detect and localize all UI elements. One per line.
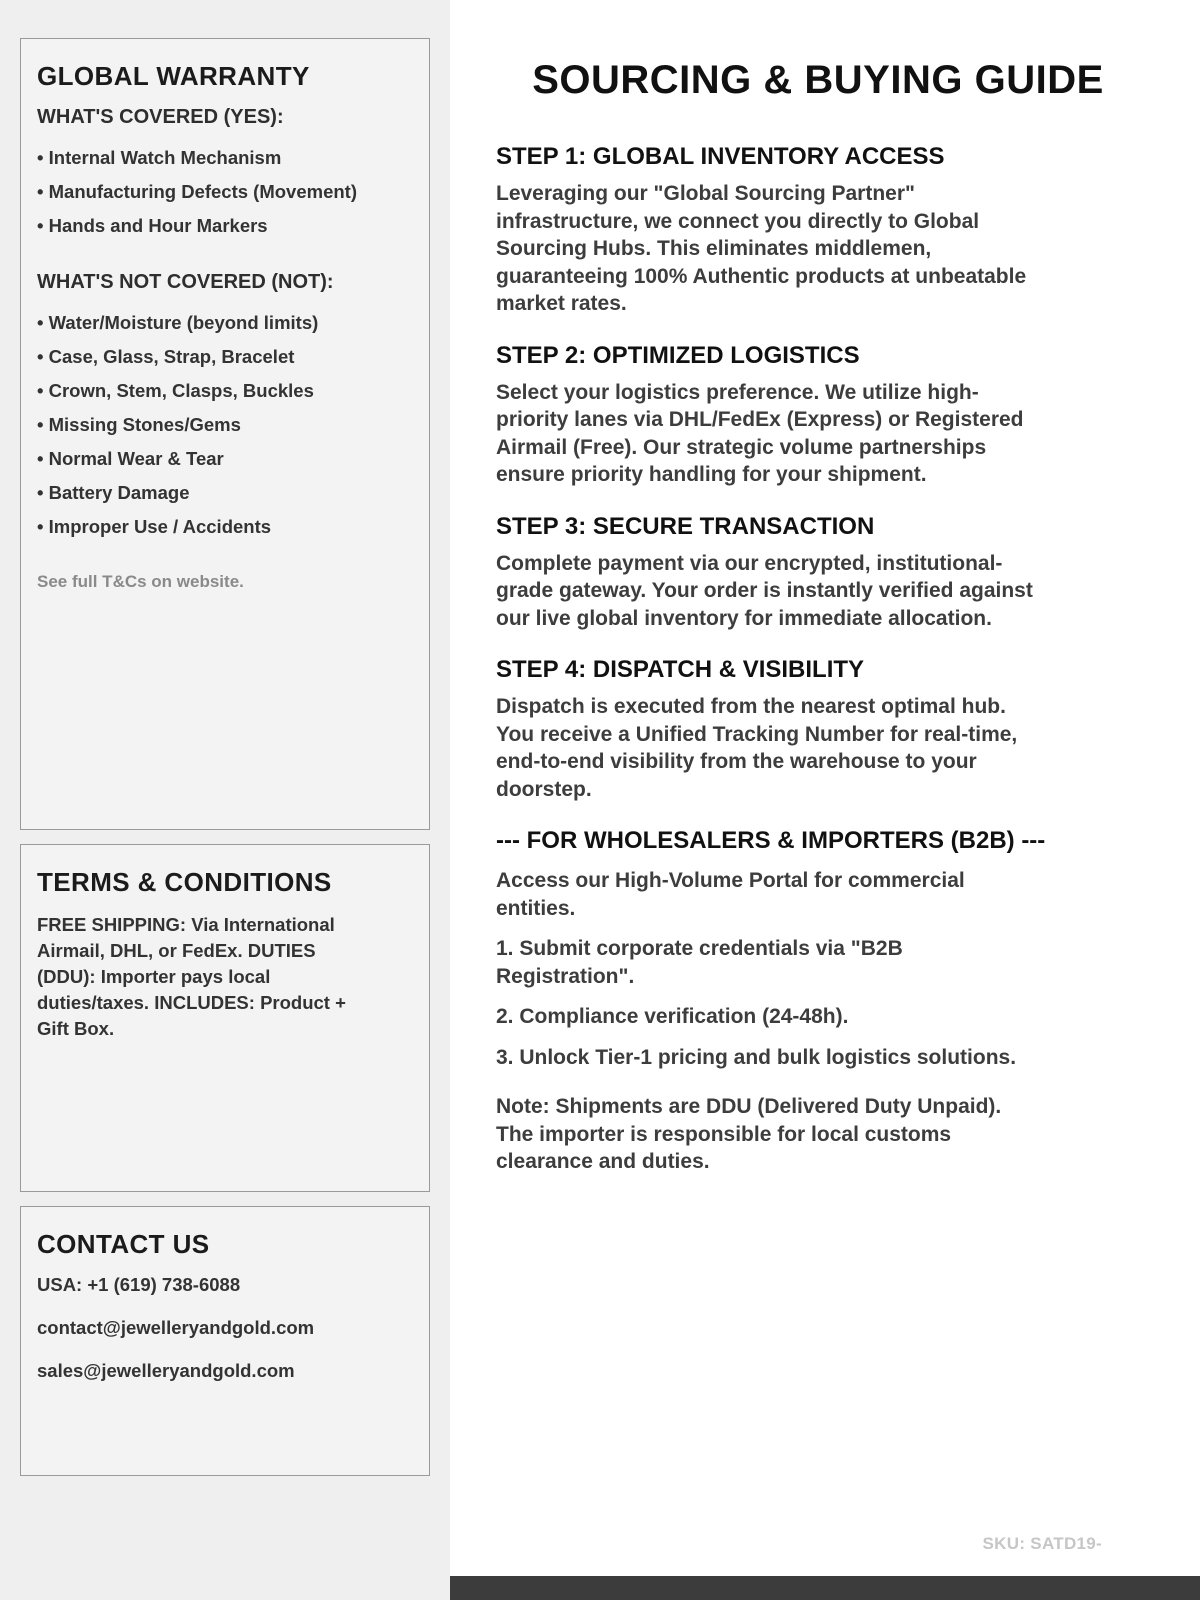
list-item: • Battery Damage [37, 476, 413, 510]
step-2-heading: STEP 2: OPTIMIZED LOGISTICS [496, 341, 860, 369]
list-item: • Normal Wear & Tear [37, 442, 413, 476]
step-4-heading: STEP 4: DISPATCH & VISIBILITY [496, 656, 865, 683]
b2b-note: Note: Shipments are DDU (Delivered Duty Unpaid). The importer is responsible for local customs clearance and duties. [496, 1095, 1002, 1173]
step-3-body: Complete payment via our encrypted, institutional-grade gateway. Your order is instantly verified against our live global inventory for immediate allocation. [496, 551, 1033, 630]
list-item: • Improper Use / Accidents [37, 510, 413, 544]
b2b-intro: Access our High-Volume Portal for commercial entities. [496, 869, 965, 920]
terms-body: FREE SHIPPING: Via International Airmail, DHL, or FedEx. DUTIES (DDU): Importer pays local duties/taxes. INCLUDES: Product + Gift Box. [37, 914, 346, 1039]
list-item: • Internal Watch Mechanism [37, 141, 413, 175]
warranty-title: GLOBAL WARRANTY [37, 61, 310, 91]
warranty-footnote: See full T&Cs on website. [37, 572, 244, 591]
contact-title: CONTACT US [37, 1229, 210, 1259]
step-4-body: Dispatch is executed from the nearest optimal hub. You receive a Unified Tracking Number for real-time, end-to-end visibility from the warehouse to your doorstep. [496, 695, 1018, 801]
warranty-not-covered-title: WHAT'S NOT COVERED (NOT): [37, 271, 334, 293]
b2b-section [496, 827, 1140, 1176]
contact-phone: USA: +1 (619) 738-6088 [37, 1274, 241, 1295]
terms-panel [20, 844, 430, 1192]
list-item: • Hands and Hour Markers [37, 209, 413, 243]
step-1-section [496, 143, 1140, 318]
warranty-covered-title: WHAT'S COVERED (YES): [37, 106, 284, 128]
page-title: SOURCING & BUYING GUIDE [532, 58, 1104, 102]
step-4-section [496, 656, 1140, 803]
sourcing-guide-main [450, 0, 1200, 1600]
contact-email-primary: contact@jewelleryandgold.com [37, 1317, 315, 1338]
list-item: • Case, Glass, Strap, Bracelet [37, 340, 413, 374]
footer-bar [450, 1576, 1200, 1600]
terms-title: TERMS & CONDITIONS [37, 867, 332, 897]
list-item: • Water/Moisture (beyond limits) [37, 306, 413, 340]
step-2-body: Select your logistics preference. We utilize high-priority lanes via DHL/FedEx (Express) or Registered Airmail (Free). Our strategic volume partnerships ensure priority handling for your shipment. [496, 380, 1024, 486]
list-item: • Missing Stones/Gems [37, 408, 413, 442]
step-1-body: Leveraging our "Global Sourcing Partner" infrastructure, we connect you directly to Global Sourcing Hubs. This eliminates middlemen, guaranteeing 100% Authentic products at unbeatable market rates. [496, 182, 1027, 315]
step-2-section [496, 342, 1140, 489]
warranty-panel [20, 38, 430, 830]
b2b-item-1: 1. Submit corporate credentials via "B2B Registration". [496, 937, 903, 988]
b2b-item-3: 3. Unlock Tier-1 pricing and bulk logistics solutions. [496, 1045, 1017, 1069]
step-3-section [496, 513, 1140, 633]
warranty-covered-list [37, 141, 413, 243]
info-sidebar [0, 0, 450, 1600]
sku-label: SKU: SATD19- [982, 1534, 1102, 1553]
b2b-heading: --- FOR WHOLESALERS & IMPORTERS (B2B) --- [496, 827, 1046, 854]
list-item: • Manufacturing Defects (Movement) [37, 175, 413, 209]
list-item: • Crown, Stem, Clasps, Buckles [37, 374, 413, 408]
step-1-heading: STEP 1: GLOBAL INVENTORY ACCESS [496, 143, 945, 170]
contact-panel [20, 1206, 430, 1476]
step-3-heading: STEP 3: SECURE TRANSACTION [496, 512, 875, 540]
warranty-not-covered-list [37, 306, 413, 544]
b2b-item-2: 2. Compliance verification (24-48h). [496, 1005, 849, 1028]
contact-email-sales: sales@jewelleryandgold.com [37, 1360, 295, 1381]
